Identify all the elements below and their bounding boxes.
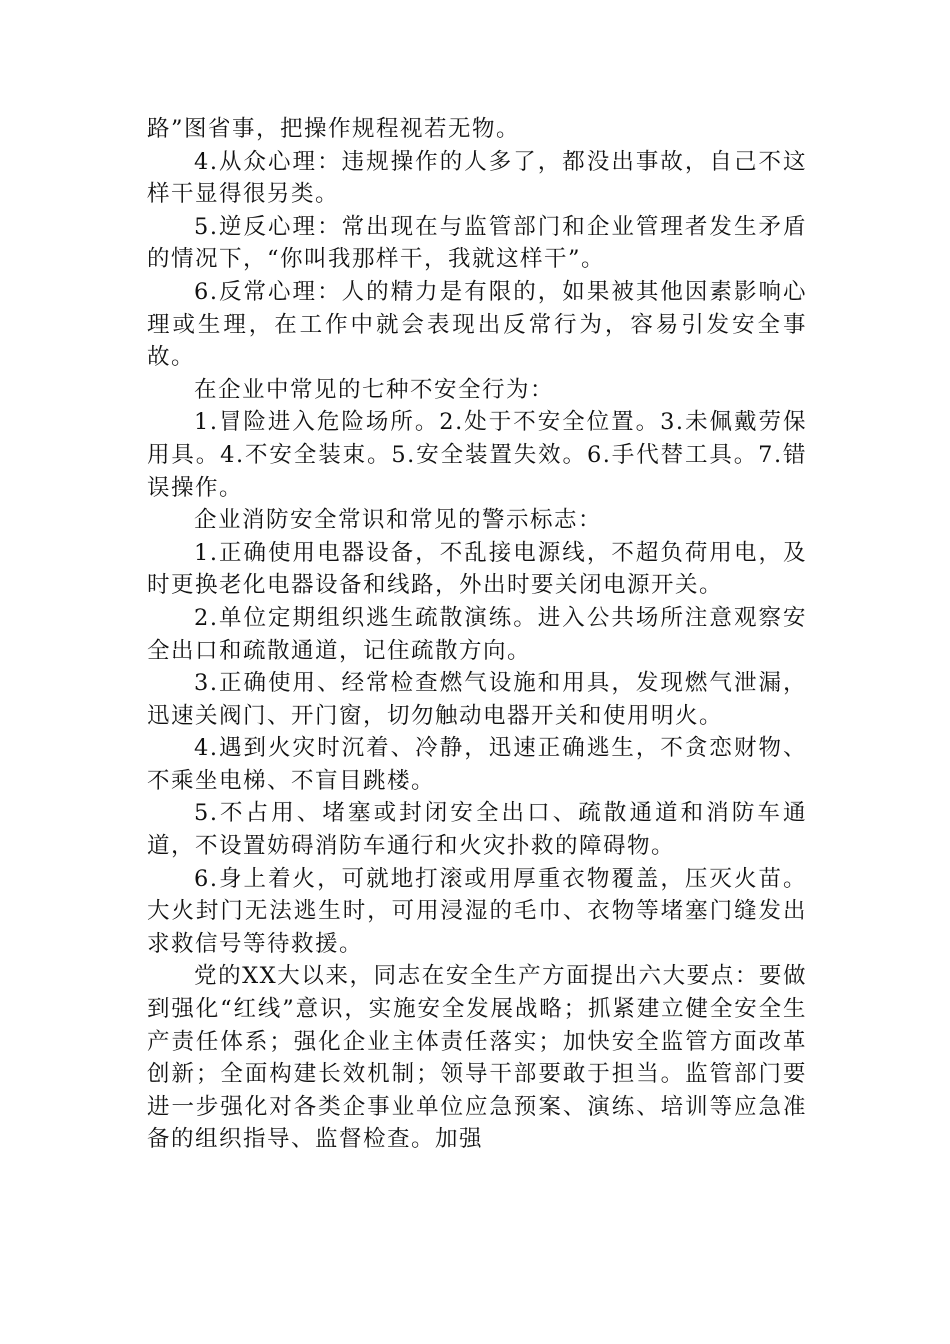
paragraph-10: 3.正确使用、经常检查燃气设施和用具，发现燃气泄漏，迅速关阀门、开门窗，切勿触动电器开关和使用明火。 [147, 670, 807, 729]
paragraph-8: 1.正确使用电器设备，不乱接电源线，不超负荷用电，及时更换老化电器设备和线路，外出时要关闭电源开关。 [147, 539, 807, 599]
paragraph-6: 1.冒险进入危险场所。2.处于不安全位置。3.未佩戴劳保用具。4.不安全装束。5.安全装置失效。6.手代替工具。7.错误操作。 [147, 409, 807, 501]
paragraph-9: 2.单位定期组织逃生疏散演练。进入公共场所注意观察安全出口和疏散通道，记住疏散方向。 [147, 604, 807, 664]
paragraph-7: 企业消防安全常识和常见的警示标志： [194, 507, 603, 534]
paragraph-14: 党的XX大以来，同志在安全生产方面提出六大要点：要做到强化“红线”意识，实施安全发展战略；抓紧建立健全安全生产责任体系；强化企业主体责任落实；加快安全监管方面改革创新；全面构建长效机制；领导干部要敢于担当。监管部门要进一步强化对各类企事业单位应急预案、演练、培训等应急准备的组织指导、监督检查。加强 [147, 963, 807, 1153]
document-body [147, 113, 807, 1156]
paragraph-1: 路”图省事，把操作规程视若无物。 [147, 116, 521, 142]
paragraph-2: 4.从众心理：违规操作的人多了，都没出事故，自己不这样干显得很另类。 [147, 148, 807, 208]
paragraph-3: 5.逆反心理：常出现在与监管部门和企业管理者发生矛盾的情况下，“你叫我那样干，我就这样干”。 [147, 213, 807, 273]
paragraph-5: 在企业中常见的七种不安全行为： [194, 376, 555, 403]
paragraph-11: 4.遇到火灾时沉着、冷静，迅速正确逃生，不贪恋财物、不乘坐电梯、不盲目跳楼。 [147, 735, 807, 794]
paragraph-4: 6.反常心理：人的精力是有限的，如果被其他因素影响心理或生理，在工作中就会表现出反常行为，容易引发安全事故。 [147, 278, 807, 371]
paragraph-12: 5.不占用、堵塞或封闭安全出口、疏散通道和消防车通道，不设置妨碍消防车通行和火灾扑救的障碍物。 [147, 800, 807, 860]
paragraph-13: 6.身上着火，可就地打滚或用厚重衣物覆盖，压灭火苗。大火封门无法逃生时，可用浸湿的毛巾、衣物等堵塞门缝发出求救信号等待救援。 [147, 865, 807, 957]
